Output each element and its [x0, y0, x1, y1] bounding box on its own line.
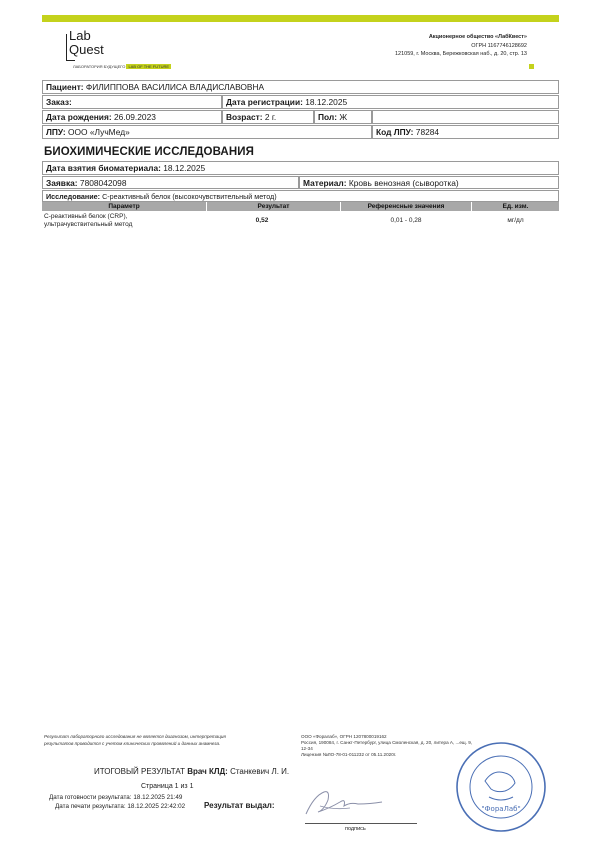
disclaimer: [44, 734, 294, 747]
lpu-cell: [42, 125, 372, 139]
company-ogrn: ОГРН 1167746128692: [471, 42, 527, 49]
company-info: [395, 33, 527, 59]
header-divider: [206, 202, 207, 211]
header-divider: [471, 202, 472, 211]
dob-value: 26.09.2023: [113, 112, 156, 122]
result-value: 0,52: [255, 217, 269, 224]
table-row-param: [44, 213, 204, 229]
tagline-ru: ЛАБОРАТОРИЯ БУДУЩЕГО: [73, 64, 126, 69]
age-value: 2 г.: [264, 112, 277, 122]
issued-by-label: Результат выдал:: [204, 801, 275, 810]
request-value: 7808042098: [79, 178, 127, 188]
stamp-text: "ФораЛаб": [481, 805, 521, 813]
age-cell: [222, 110, 314, 124]
signature-line: [305, 823, 417, 824]
patient-label: Пациент:: [46, 82, 84, 92]
patient-name: ФИЛИППОВА ВАСИЛИСА ВЛАДИСЛАВОВНА: [85, 82, 265, 92]
company-address: 121059, г. Москва, Бережковская наб., д. 20, стр. 13: [394, 51, 527, 57]
col-result: Результат: [257, 203, 290, 210]
ready-date-value: 18.12.2025 21:49: [133, 794, 183, 801]
lpu-code-cell: [372, 125, 559, 139]
study-label: Исследование:: [46, 192, 101, 201]
ready-date-line: [49, 794, 182, 801]
doctor-label: Врач КЛД:: [187, 767, 228, 776]
page-number: Страница 1 из 1: [141, 783, 194, 790]
lpu-code-label: Код ЛПУ:: [376, 127, 414, 137]
study-row: [42, 190, 559, 202]
disclaimer-line2: результатов проводится с учетом клинических проявлений и данных анамнеза.: [44, 740, 221, 746]
accent-square: [529, 64, 534, 69]
param-line2: ультрачувствительный метод: [44, 221, 133, 228]
sample-date-label: Дата взятия биоматериала:: [46, 163, 161, 173]
tagline-en: LAB OF THE FUTURE: [128, 64, 170, 69]
patient-row: [42, 80, 559, 94]
lab-stamp: [455, 741, 547, 833]
material-value: Кровь венозная (сыворотка): [348, 178, 459, 188]
registration-date: 18.12.2025: [305, 97, 348, 107]
sample-date-row: [42, 161, 559, 175]
unit-value: мг/дл: [507, 217, 524, 224]
lab2-address: Россия, 190084, г. Санкт-Петербург, улица Смоленская, д. 20, литера А, ...ещ. 9,: [301, 740, 473, 745]
order-cell: [42, 95, 222, 109]
col-reference: Референсные значения: [367, 203, 445, 210]
company-name: Акционерное общество «ЛабКвест»: [428, 34, 527, 40]
age-label: Возраст:: [226, 112, 263, 122]
registration-cell: [222, 95, 559, 109]
param-line1: С-реактивный белок (CRP),: [44, 213, 128, 220]
doctor-name: Станкевич Л. И.: [230, 767, 290, 776]
registration-label: Дата регистрации:: [226, 97, 303, 107]
dob-cell: [42, 110, 222, 124]
empty-cell: [372, 110, 559, 124]
col-param: Параметр: [108, 203, 140, 210]
final-result-line: [94, 767, 289, 776]
lpu-label: ЛПУ:: [46, 127, 66, 137]
reference-value: 0,01 - 0,28: [390, 217, 422, 224]
lab2-license: Лицензия №ЛО-78-01-011232 от 05.11.2020г.: [301, 752, 397, 757]
request-label: Заявка:: [46, 178, 78, 188]
ready-date-label: Дата готовности результата:: [49, 794, 132, 801]
section-title: БИОХИМИЧЕСКИЕ ИССЛЕДОВАНИЯ: [44, 146, 254, 158]
study-value: С-реактивный белок (высокочувствительный метод): [102, 192, 277, 201]
sample-date-value: 18.12.2025: [163, 163, 206, 173]
order-label: Заказ:: [46, 97, 72, 107]
lab2-name: ООО «Форалаб», ОГРН 1207800019162: [301, 734, 387, 739]
print-date-line: [55, 803, 185, 810]
material-label: Материал:: [303, 178, 347, 188]
lpu-value: ООО «ЛучМед»: [68, 127, 130, 137]
doctor-signature: [300, 786, 390, 820]
material-cell: [299, 176, 559, 189]
header-divider: [340, 202, 341, 211]
logo-text-quest: Quest: [69, 42, 104, 57]
lab2-address-cont: 12-34: [301, 746, 313, 751]
final-result-label: ИТОГОВЫЙ РЕЗУЛЬТАТ: [94, 767, 185, 776]
sex-value: Ж: [339, 112, 348, 122]
lpu-code-value: 78284: [415, 127, 440, 137]
sex-cell: [314, 110, 372, 124]
logo-tagline: [73, 64, 171, 69]
print-date-value: 18.12.2025 22:42:02: [127, 803, 186, 810]
sex-label: Пол:: [318, 112, 338, 122]
print-date-label: Дата печати результата:: [55, 803, 126, 810]
dob-label: Дата рождения:: [46, 112, 112, 122]
top-accent-bar: [42, 15, 559, 22]
logo-text-lab: Lab: [69, 28, 91, 43]
signature-caption: подпись: [345, 826, 366, 832]
col-unit: Ед. изм.: [502, 203, 529, 210]
disclaimer-line1: Результат лабораторного исследования не является диагнозом, интерпретация: [44, 734, 226, 739]
request-cell: [42, 176, 299, 189]
